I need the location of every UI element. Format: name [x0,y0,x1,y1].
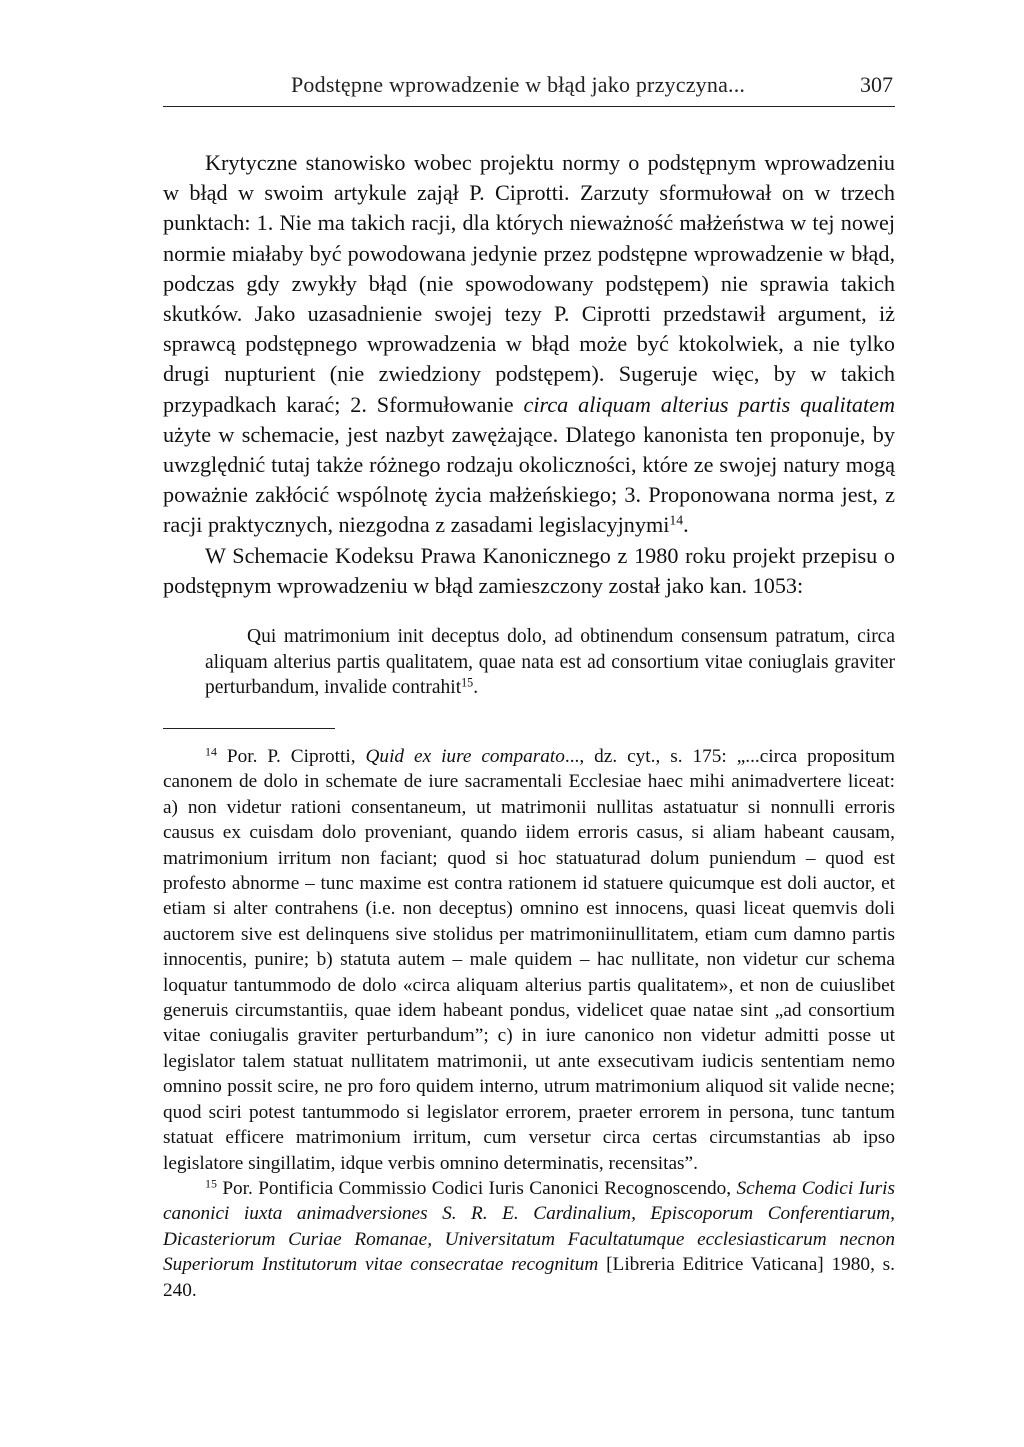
footnote-14-title: Quid ex iure comparato [365,746,565,767]
running-title: Podstępne wprowadzenie w błąd jako przyczyna... [291,72,746,97]
footnote-14-text-b: ..., dz. cyt., s. 175: „...circa propositum canonem de dolo in schemate de iure sacramentali Ecclesiae haec mihi animadvertere liceat: a) non videtur rationi consentaneum, ut matrimonii nullitas astatuatur si nonnulli erroris causus ex cuisdam dolo proveniant, quando iidem erroris casus, si aliam habeant causam, matrimonium irritum non faciant; quod si hoc statuaturad dolum puniendum – quod est profesto abnorme – tunc maxime est contra rationem id statuere quicumque est doli auctor, et etiam si alter contrahens (i.e. non deceptus) omnino est innocens, quasi liceat quemvis doli auctorem sive est delinquens sive stolidus per matrimoniinullitatem, etiam cum damno partis innocentis, punire; b) statuta autem – male quidem – hac nullitate, non videtur cur schema loquatur tantummodo de dolo «circa aliquam alterius partis qualitatem», et non de cuiuslibet generuis circumstantiis, quae idem habeant pondus, videlicet quae natae sint „ad consortium vitae coniugalis graviter perturbandum”; c) in iure canonico non videtur admitti posse ut legislator talem statuat nullitatem matrimonii, ut ante exsecutivam iudicis sententiam nemo omnino possit scire, ne pro foro quidem interno, utrum matrimonium aliquod sit valide necne; quod sciri potest tantummodo si legislator errorem, praeter errorem in persona, tunc tantum statuat efficere matrimonium irritum, cum versetur circa certas circumstantias ab ipso legislatore singillatim, idque verbis omnino determinatis, recensitas”. [163,746,895,1174]
footnote-number-14: 14 [205,744,217,759]
footnote-15-title: Schema Codici Iuris canonici iuxta animadversiones S. R. E. Cardinalium, Episcoporum Conferentiarum, Dicasteriorum Curiae Romanae, Universitatum Facultatumque ecclesiasticarum necnon Superiorum Institutorum vitae consecratae recognitum [163,1177,895,1276]
footnote-15 [163,1176,895,1303]
quote-text [205,624,895,701]
paragraph-1-text-b: użyte w schemacie, jest nazbyt zawężające. Dlatego kanonista ten proponuje, by uwzględnić tutaj także różnego rodzaju okoliczności, które ze swojej natury mogą poważnie zakłócić wspólnotę życia małżeńskiego; 3. Proponowana norma jest, z racji praktycznych, niezgodna z zasadami legislacyjnymi [163,421,895,538]
latin-phrase: circa aliquam alterius partis qualitatem [523,391,895,417]
footnotes [163,744,895,1303]
paragraph-1-text-c: . [683,512,689,538]
main-text [163,148,895,601]
footnote-14-text-a: Por. P. Ciprotti, [216,746,366,767]
page-number: 307 [860,72,893,97]
footnote-number-15: 15 [205,1176,217,1191]
quote-body: Qui matrimonium init deceptus dolo, ad obtinendum consensum patratum, circa aliquam alterius partis qualitatem, quae nata est ad consortium vitae coniuglais graviter perturbandum, invalide contrahit [205,626,895,698]
footnote-14 [163,744,895,1176]
footnote-ref-14[interactable]: 14 [669,512,684,528]
paragraph-1 [163,148,895,541]
footnote-15-text-b: [Libreria Editrice Vaticana] 1980, s. 240. [163,1254,896,1301]
paragraph-1-text-a: Krytyczne stanowisko wobec projektu normy o podstępnym wprowadzeniu w błąd w swoim artykule zajął P. Ciprotti. Zarzuty sformułował on w trzech punktach: 1. Nie ma takich racji, dla których nieważność małżeństwa w tej nowej normie miałaby być powodowana jedynie przez podstępne wprowadzenie w błąd, podczas gdy zwykły błąd (nie spowodowany podstępem) nie sprawia takich skutków. Jako uzasadnienie swojej tezy P. Ciprotti przedstawił argument, iż sprawcą podstępnego wprowadzenia w błąd może być ktokolwiek, a nie tylko drugi nupturient (nie zwiedziony podstępem). Sugeruje więc, by w takich przypadkach karać; 2. Sformułowanie [163,150,895,417]
quote-end: . [473,677,479,698]
running-header [163,70,895,107]
block-quote [205,624,895,701]
footnote-15-text-a: Por. Pontificia Commissio Codici Iuris Canonici Recognoscendo, [216,1177,737,1199]
footnote-separator [163,728,335,729]
paragraph-2: W Schemacie Kodeksu Prawa Kanonicznego z 1980 roku projekt przepisu o podstępnym wprowadzeniu w błąd zamieszczony został jako kan. 1053: [163,542,895,598]
footnote-ref-15[interactable]: 15 [461,675,474,690]
